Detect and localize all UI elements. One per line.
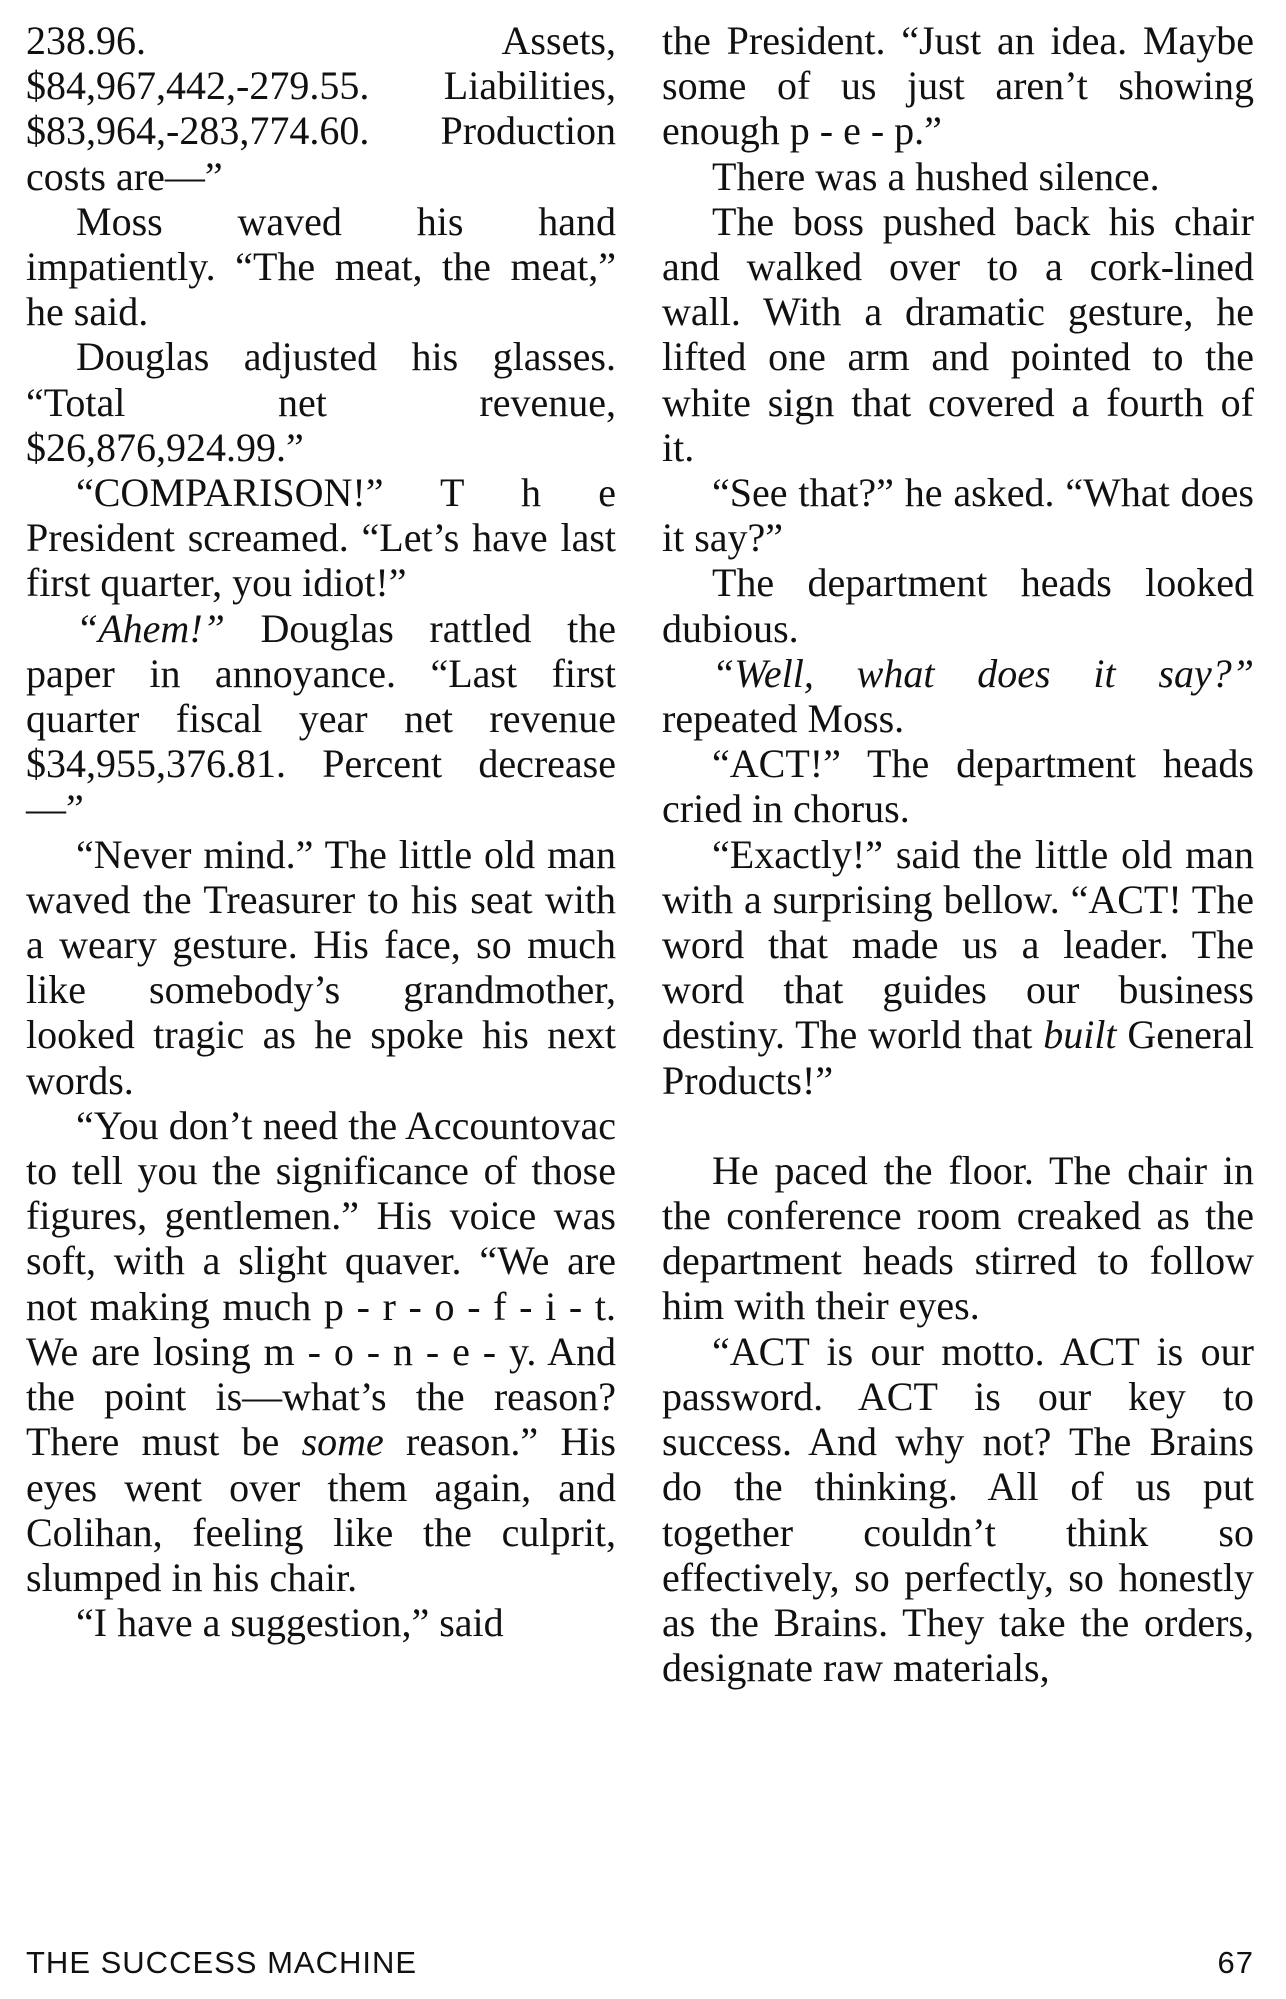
paragraph: Moss waved his hand impatiently. “The meat, the meat,” he said.	[26, 198, 616, 335]
paragraph: Douglas adjusted his glasses. “Total net revenue, $26,876,924.99.”	[26, 334, 616, 470]
paragraph: 238.96. Assets, $84,967,442,-279.55. Liabilities, $83,964,-283,774.60. Production costs are—”	[26, 18, 616, 199]
paragraph: the President. “Just an idea. Maybe some of us just aren’t showing enough p - e - p.”	[662, 18, 1254, 154]
paragraph	[662, 651, 1254, 741]
right-text-column	[662, 18, 1254, 1690]
paragraph: He paced the floor. The chair in the conference room creaked as the department heads stirred to follow him with their eyes.	[662, 1147, 1254, 1329]
left-text-column	[26, 18, 616, 1645]
italic-text: “Well, what does it say?”	[712, 650, 1254, 696]
paragraph-text: General Products!”	[662, 1012, 1255, 1103]
paragraph	[26, 1103, 616, 1600]
paragraph: The department heads looked dubious.	[662, 560, 1254, 651]
running-title: THE SUCCESS MACHINE	[26, 1945, 418, 1980]
page-footer	[26, 1945, 1254, 1985]
paragraph: “I have a suggestion,” said	[76, 1600, 504, 1646]
paragraph: “See that?” he asked. “What does it say?”	[662, 470, 1254, 561]
italic-text: some	[301, 1419, 384, 1465]
italic-text: “Ahem!”	[76, 605, 225, 651]
paragraph: The boss pushed back his chair and walked over to a cork-lined wall. With a dramatic gesture, he lifted one arm and pointed to the white sign that covered a fourth of it.	[662, 198, 1254, 470]
page-number: 67	[1217, 1945, 1254, 1980]
paragraph: “COMPARISON!” T h e President screamed. “Let’s have last first quarter, you idiot!”	[26, 470, 616, 606]
paragraph-text: Douglas rattled the paper in annoyance. “Last first quarter fiscal year net revenue $34,955,376.81. Percent decrease—”	[26, 605, 617, 832]
paragraph-text: repeated Moss.	[662, 696, 905, 742]
paragraph: “ACT is our motto. ACT is our password. ACT is our key to success. And why not? The Brains do the thinking. All of us put together couldn’t think so effectively, so perfectly, so honestly as the Brains. They take the orders, designate raw materials,	[662, 1328, 1254, 1691]
paragraph-text: “Exactly!” said the little old man with a surprising bellow. “ACT! The word that made us a leader. The word that guides our business destiny. The world that	[662, 831, 1254, 1058]
paragraph	[662, 832, 1254, 1103]
paragraph-text: reason.” His eyes went over them again, and Colihan, feeling like the culprit, slumped in his chair.	[26, 1419, 616, 1600]
paragraph: “ACT!” The department heads cried in chorus.	[662, 741, 1254, 832]
paragraph: There was a hushed silence.	[712, 153, 1160, 199]
paragraph-text: “You don’t need the Accountovac to tell you the significance of those figures, gentlemen.” His voice was soft, with a slight quaver. “We are not making much p - r - o - f - i - t. We are losing m - o - n - e - y. And the point is—what’s the reason? There must be	[26, 1102, 616, 1465]
italic-text: built	[1043, 1012, 1117, 1058]
paragraph: “Never mind.” The little old man waved the Treasurer to his seat with a weary gesture. His face, so much like somebody’s grandmother, looked tragic as he spoke his next words.	[26, 831, 616, 1103]
paragraph	[26, 606, 616, 832]
